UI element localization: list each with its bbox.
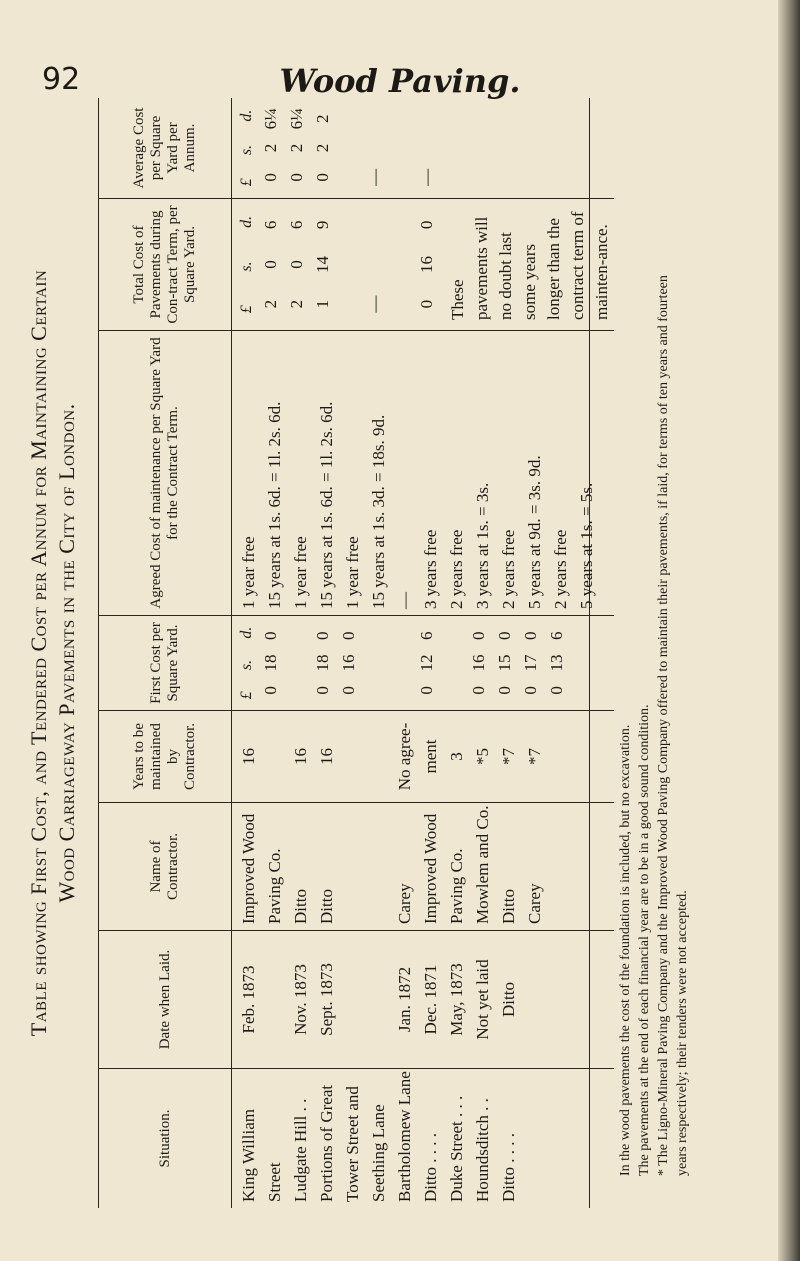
money-l: 1 — [313, 299, 332, 309]
table-cell: May, 1873 — [447, 963, 466, 1036]
table-cell: Carey — [525, 883, 544, 924]
table-cell: Ditto — [317, 889, 336, 924]
table-cell: *5 — [473, 748, 492, 765]
agreed-line: 15 years at 1s. 6d. = 1l. 2s. 6d. — [265, 401, 284, 609]
money-cell — [414, 98, 440, 198]
money-d: 0 — [339, 631, 358, 640]
column-contractor — [99, 802, 614, 930]
money-l: — — [365, 295, 384, 313]
footnote-2: The pavements at the end of each financial year are to be in a good sound condition. — [637, 704, 652, 1176]
money-l: — — [365, 168, 384, 186]
money-cell — [258, 199, 284, 330]
agreed-line: 15 years at 1s. 3d. = 18s. 9d. — [369, 414, 388, 609]
money-cell — [414, 616, 466, 710]
running-title: Wood Paving. — [279, 62, 521, 100]
money-cell — [362, 199, 414, 330]
money-cell — [414, 199, 440, 330]
agreed-line: 3 years free — [421, 529, 440, 609]
agreed-line: — — [395, 592, 414, 609]
table-cell: Ditto — [499, 889, 518, 924]
unit-pounds: £ — [238, 178, 255, 187]
money-d: 6 — [287, 220, 306, 230]
money-units — [236, 98, 258, 198]
header-agreed-cost: Agreed Cost of maintenance per Square Yard for the Contract Term. — [99, 331, 232, 615]
agreed-line: 15 years at 1s. 6d. = 1l. 2s. 6d. — [317, 401, 336, 609]
page-edge-shadow — [778, 0, 800, 1261]
header-total-cost: Total Cost of Pavements during Con-tract Term, per Square Yard. — [99, 199, 232, 330]
table-cell: Mowlem and Co. — [473, 805, 492, 924]
money-d — [362, 104, 414, 133]
money-cell — [336, 616, 414, 710]
money-d: 0 — [313, 631, 332, 640]
money-s: 18 — [261, 654, 280, 672]
table-cell: Duke Street . . . — [447, 1095, 466, 1202]
column-first-cost — [99, 615, 614, 710]
agreed-line: 2 years free — [447, 529, 466, 609]
header-average-cost: Average Cost per Square Yard per Annum. — [99, 98, 232, 198]
agreed-line: 1 year free — [239, 536, 258, 609]
money-cell — [518, 616, 544, 710]
table-cell: Jan. 1872 — [395, 966, 414, 1033]
header-situation: Situation. — [99, 1069, 232, 1208]
table-cell: 16 — [291, 748, 310, 765]
column-situation — [99, 1068, 614, 1208]
footnote-4: years respectively; their tenders were not accepted. — [675, 890, 690, 1176]
table-cell: Improved Wood Paving Co. — [421, 813, 466, 924]
column-agreed-cost — [99, 330, 614, 615]
money-s: 2 — [313, 143, 332, 153]
money-d: 6 — [417, 631, 436, 640]
table-cell: Houndsditch . . — [473, 1098, 492, 1202]
table-cell: Ludgate Hill . . — [291, 1098, 310, 1202]
column-average-cost — [99, 98, 614, 198]
money-cell — [258, 98, 284, 198]
money-d — [414, 104, 440, 133]
money-d: 9 — [313, 220, 332, 230]
unit-shillings: s. — [238, 144, 255, 156]
money-s — [414, 133, 440, 162]
money-cell — [310, 199, 362, 330]
money-l: 0 — [313, 686, 332, 695]
table-cell: Improved Wood Paving Co. — [239, 813, 284, 924]
money-l: 0 — [339, 686, 358, 695]
table-cell: Dec. 1871 — [421, 964, 440, 1035]
table-cell: *7 — [525, 748, 544, 765]
unit-shillings: s. — [238, 659, 255, 671]
agreed-line: 5 years at 9d. = 3s. 9d. — [525, 455, 544, 609]
money-s — [362, 133, 414, 162]
money-l: 0 — [313, 173, 332, 182]
money-d: 6¼ — [287, 108, 306, 130]
money-s — [362, 250, 414, 280]
money-s: 17 — [521, 654, 540, 672]
column-total-cost — [99, 198, 614, 330]
money-s: 15 — [495, 654, 514, 672]
longer-life-note: These pavements will no doubt last some years longer than the contract term of mainten-ance. — [448, 211, 611, 320]
table-cell: Ditto — [291, 889, 310, 924]
page-number: 92 — [42, 62, 81, 97]
money-s: 16 — [469, 654, 488, 672]
money-l: 0 — [417, 299, 436, 309]
money-cell — [362, 98, 414, 198]
money-d: 6 — [547, 631, 566, 640]
rotated-table-block — [20, 58, 740, 1208]
money-l: — — [417, 168, 436, 186]
footnote-1: In the wood pavements the cost of the foundation is included, but no excavation. — [618, 724, 633, 1176]
agreed-line: 1 year free — [343, 536, 362, 609]
column-years — [99, 710, 614, 802]
table-cell: Ditto . . . . — [421, 1133, 440, 1202]
money-d: 0 — [495, 631, 514, 640]
money-s: 0 — [261, 260, 280, 269]
money-s: 16 — [417, 256, 436, 274]
money-l: 2 — [287, 299, 306, 309]
money-l: 0 — [495, 686, 514, 695]
table-cell: Bartholomew Lane — [395, 1071, 414, 1202]
money-cell — [258, 616, 310, 710]
money-l: 0 — [261, 686, 280, 695]
money-cell — [544, 616, 570, 710]
money-d — [362, 210, 414, 240]
money-d: 6¼ — [261, 108, 280, 130]
money-l: 0 — [287, 173, 306, 182]
money-s: 2 — [261, 143, 280, 153]
table-cell: Portions of Great Tower Street and Seething Lane — [317, 1084, 388, 1202]
money-d: 6 — [261, 220, 280, 230]
money-cell — [492, 616, 518, 710]
money-s: 2 — [287, 143, 306, 153]
unit-pence: d. — [238, 626, 255, 639]
money-s: 16 — [339, 654, 358, 672]
money-units — [236, 616, 258, 710]
money-l: 0 — [261, 173, 280, 182]
table-cell: 3 — [447, 752, 466, 761]
money-d: 0 — [469, 631, 488, 640]
agreed-line: 1 year free — [291, 536, 310, 609]
money-cell — [310, 616, 336, 710]
money-d: 0 — [417, 220, 436, 230]
money-cell — [466, 616, 492, 710]
cost-table — [98, 98, 611, 1208]
table-title-line-2: Wood Carriageway Pavements in the City of London. — [54, 403, 79, 903]
table-cell: 16 — [317, 748, 336, 765]
table-cell: Nov. 1873 — [291, 964, 310, 1035]
unit-pence: d. — [238, 215, 255, 228]
agreed-line: 3 years at 1s. = 3s. — [473, 482, 492, 609]
table-cell: 16 — [239, 748, 258, 765]
unit-pounds: £ — [238, 691, 255, 700]
table-cell: Ditto — [499, 982, 518, 1017]
table-cell: King William Street — [239, 1109, 284, 1202]
header-contractor: Name of Contractor. — [99, 803, 232, 930]
money-d: 0 — [521, 631, 540, 640]
agreed-line: 5 years at 1s. = 5s. — [577, 482, 596, 609]
money-s: 0 — [287, 260, 306, 269]
table-cell: Ditto . . . . — [499, 1133, 518, 1202]
header-years: Years to be maintained by Contractor. — [99, 711, 232, 802]
money-s: 18 — [313, 654, 332, 672]
footnote-3: * The Ligno-Mineral Paving Company and the Improved Wood Paving Company offered to maintain their pavements, if laid, for terms of ten years and fourteen — [656, 275, 671, 1176]
money-l: 0 — [521, 686, 540, 695]
money-units — [236, 199, 258, 330]
header-first-cost: First Cost per Square Yard. — [99, 616, 232, 710]
money-d: 0 — [261, 631, 280, 640]
money-cell — [310, 98, 362, 198]
column-date — [99, 930, 614, 1068]
header-date: Date when Laid. — [99, 931, 232, 1068]
money-l: 0 — [547, 686, 566, 695]
table-title-line-1: Table showing First Cost, and Tendered Cost per Annum for Maintaining Certain — [26, 269, 51, 1037]
footnotes — [616, 78, 692, 1198]
table-cell: Sept. 1873 — [317, 963, 336, 1036]
money-cell — [284, 199, 310, 330]
table-cell: Carey — [395, 883, 414, 924]
table-cell: *7 — [499, 748, 518, 765]
money-s: 12 — [417, 654, 436, 672]
money-s: 14 — [313, 256, 332, 274]
money-s: 13 — [547, 654, 566, 672]
unit-pence: d. — [238, 109, 255, 122]
money-l: 0 — [469, 686, 488, 695]
money-l: 0 — [417, 686, 436, 695]
agreed-line: 2 years free — [499, 529, 518, 609]
table-cell: No agree-ment — [395, 722, 440, 791]
unit-shillings: s. — [238, 261, 255, 272]
agreed-line: 2 years free — [551, 529, 570, 609]
unit-pounds: £ — [238, 305, 255, 314]
table-cell: Feb. 1873 — [239, 965, 258, 1034]
table-cell: Not yet laid — [473, 959, 492, 1040]
money-cell — [284, 98, 310, 198]
money-l: 2 — [261, 299, 280, 309]
money-d: 2 — [313, 114, 332, 123]
